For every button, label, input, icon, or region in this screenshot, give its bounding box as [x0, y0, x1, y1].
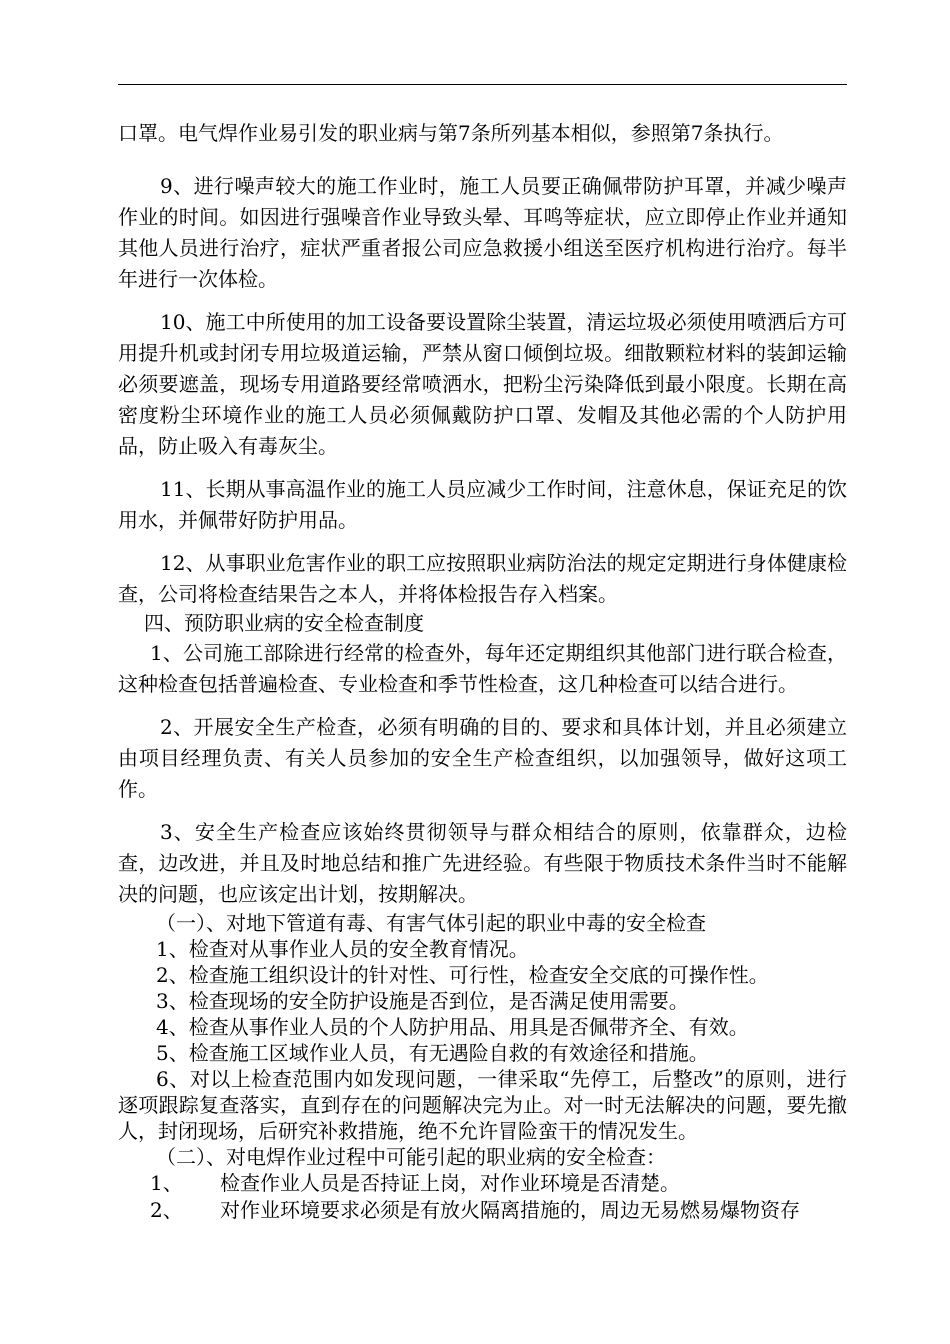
document-body [118, 118, 847, 1224]
list-item: 1、检查对从事作业人员的安全教育情况。 [156, 937, 529, 961]
subsection-heading: （二）、对电焊作业过程中可能引起的职业病的安全检查： [156, 1145, 666, 1169]
paragraph: 11、长期从事高温作业的施工人员应减少工作时间，注意休息，保证充足的饮用水，并佩带好防护用品。 [118, 477, 847, 532]
list-number: 2、 [150, 1198, 183, 1222]
list-item [118, 1197, 847, 1224]
paragraph: 口罩。电气焊作业易引发的职业病与第7条所列基本相似，参照第7条执行。 [118, 121, 784, 145]
subsection-heading: （一）、对地下管道有毒、有害气体引起的职业中毒的安全检查 [156, 911, 706, 935]
list-number: 1、 [150, 1171, 183, 1195]
paragraph: 9、进行噪声较大的施工作业时，施工人员要正确佩带防护耳罩，并减少噪声作业的时间。如因进行强噪音作业导致头晕、耳鸣等症状，应立即停止作业并通知其他人员进行治疗，症状严重者报公司应急救援小组送至医疗机构进行治疗。每半年进行一次体检。 [118, 174, 847, 291]
paragraph: 2、开展安全生产检查，必须有明确的目的、要求和具体计划，并且必须建立由项目经理负责、有关人员参加的安全生产检查组织，以加强领导，做好这项工作。 [118, 715, 847, 801]
paragraph: 3、安全生产检查应该始终贯彻领导与群众相结合的原则，依靠群众，边检查，边改进，并且及时地总结和推广先进经验。有些限于物质技术条件当时不能解决的问题，也应该定出计划，按期解决。 [118, 820, 847, 906]
list-item: 2、检查施工组织设计的针对性、可行性，检查安全交底的可操作性。 [156, 963, 769, 987]
paragraph: 12、从事职业危害作业的职工应按照职业病防治法的规定定期进行身体健康检查，公司将检查结果告之本人，并将体检报告存入档案。 [118, 551, 847, 606]
list-text: 检查作业人员是否持证上岗，对作业环境是否清楚。 [220, 1171, 680, 1195]
list-item: 5、检查施工区域作业人员，有无遇险自救的有效途径和措施。 [156, 1041, 709, 1065]
paragraph: 1、公司施工部除进行经常的检查外，每年还定期组织其他部门进行联合检查，这种检查包括普遍检查、专业检查和季节性检查，这几种检查可以结合进行。 [118, 641, 847, 696]
list-item: 3、检查现场的安全防护设施是否到位，是否满足使用需要。 [156, 989, 689, 1013]
list-item: 6、对以上检查范围内如发现问题，一律采取“先停工，后整改”的原则，进行逐项跟踪复查落实，直到存在的问题解决完为止。对一时无法解决的问题，要先撤人，封闭现场，后研究补救措施，绝不允许冒险蛮干的情况发生。 [118, 1067, 847, 1143]
section-heading: 四、预防职业病的安全检查制度 [144, 611, 424, 635]
list-item: 4、检查从事作业人员的个人防护用品、用具是否佩带齐全、有效。 [156, 1015, 749, 1039]
paragraph: 10、施工中所使用的加工设备要设置除尘装置，清运垃圾必须使用喷洒后方可用提升机或封闭专用垃圾道运输，严禁从窗口倾倒垃圾。细散颗粒材料的装卸运输必须要遮盖，现场专用道路要经常喷洒水，把粉尘污染降低到最小限度。长期在高密度粉尘环境作业的施工人员必须佩戴防护口罩、发帽及其他必需的个人防护用品，防止吸入有毒灰尘。 [118, 310, 847, 458]
list-item [118, 1170, 847, 1197]
list-text: 对作业环境要求必须是有放火隔离措施的，周边无易燃易爆物资存 [220, 1198, 800, 1222]
header-rule [118, 84, 847, 85]
